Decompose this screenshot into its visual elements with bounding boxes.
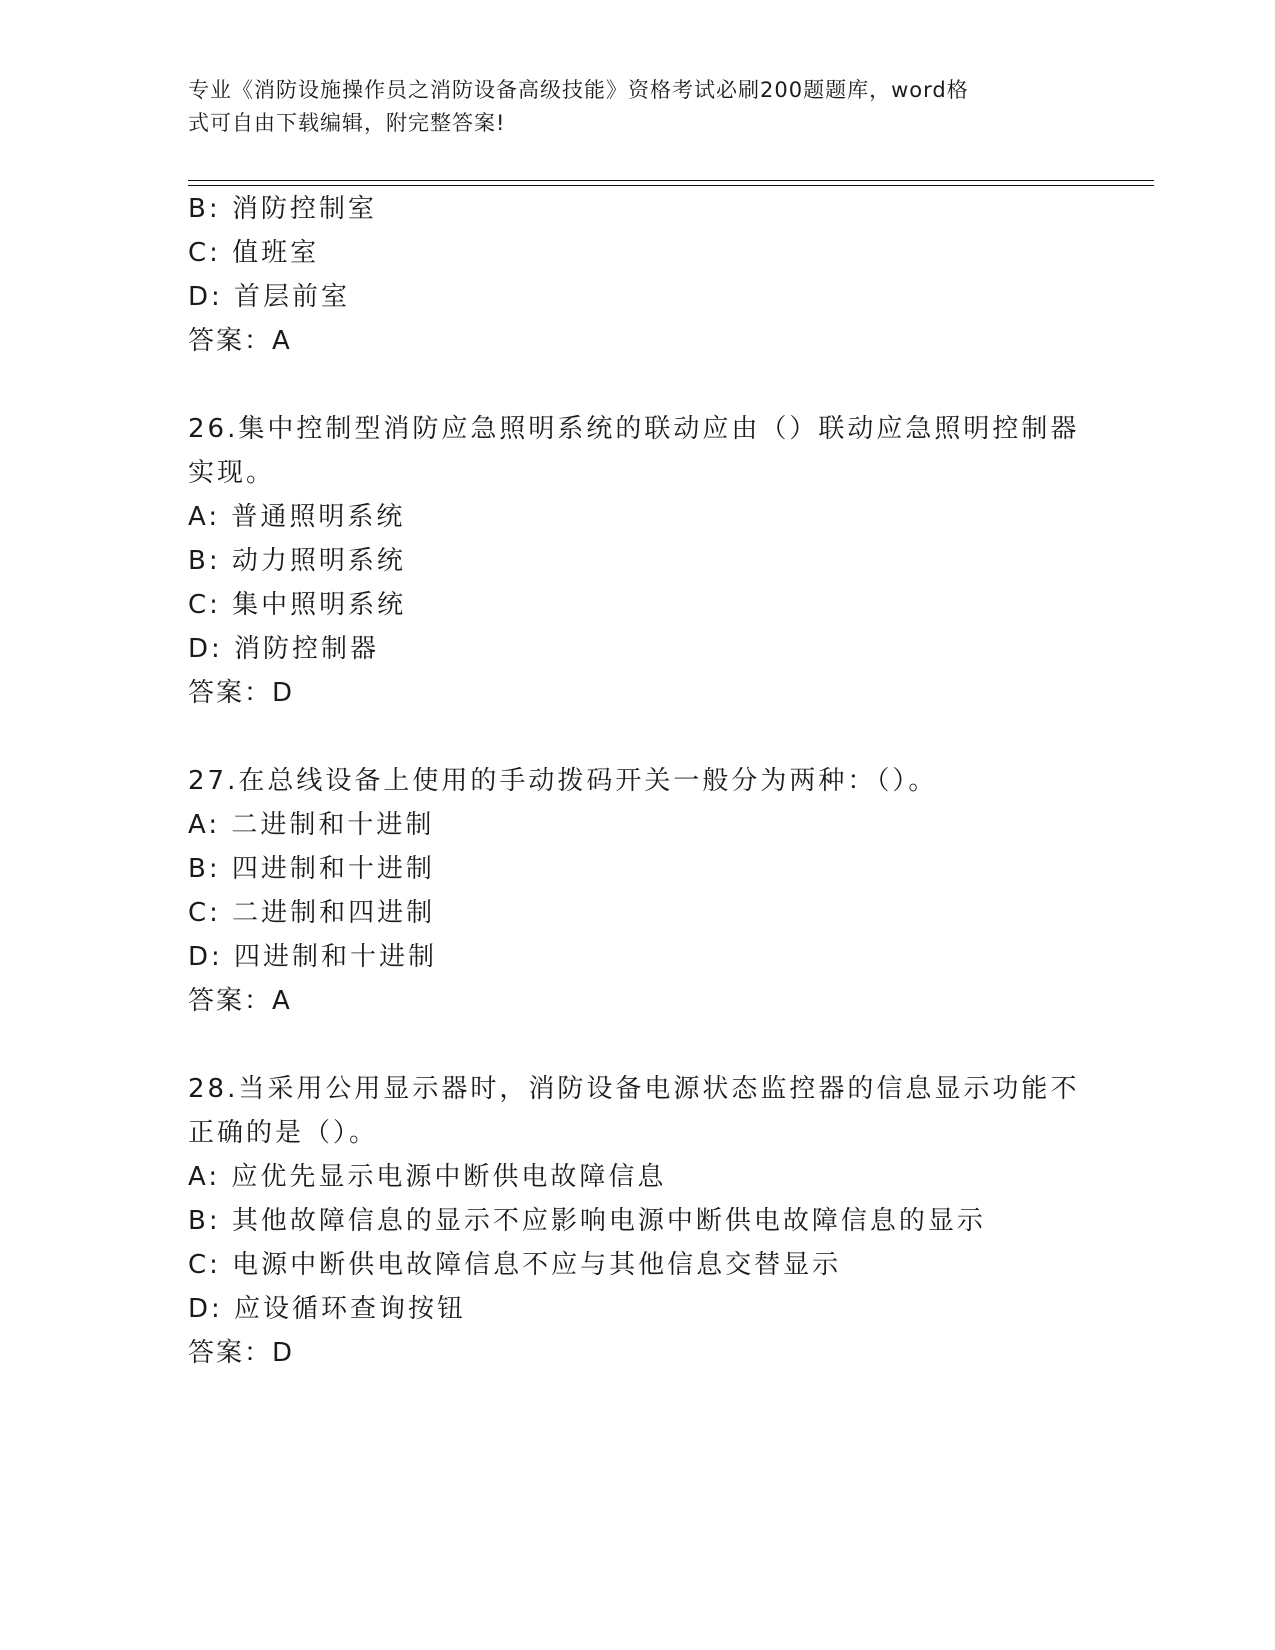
q25-option-c: C: 值班室 [188, 238, 320, 268]
q28-option-d: D: 应设循环查询按钮 [188, 1294, 467, 1324]
q26-option-d: D: 消防控制器 [188, 634, 380, 664]
q26-option-a: A: 普通照明系统 [188, 502, 406, 532]
q28-option-a: A: 应优先显示电源中断供电故障信息 [188, 1162, 667, 1192]
q27-option-d: D: 四进制和十进制 [188, 942, 438, 972]
q26-option-c: C: 集中照明系统 [188, 590, 407, 620]
document-header [188, 74, 1088, 140]
q26-stem-line-2: 实现。 [188, 458, 276, 488]
q26-option-b: B: 动力照明系统 [188, 546, 406, 576]
q27-answer: 答案：A [188, 986, 292, 1016]
q27-option-a: A: 二进制和十进制 [188, 810, 435, 840]
header-line-2: 式可自由下载编辑，附完整答案! [188, 111, 506, 135]
header-divider-bottom [188, 185, 1154, 186]
q25-option-b: B: 消防控制室 [188, 194, 377, 224]
q27-option-b: B: 四进制和十进制 [188, 854, 435, 884]
q27-option-c: C: 二进制和四进制 [188, 898, 436, 928]
q25-option-d: D: 首层前室 [188, 282, 351, 312]
q26-answer: 答案：D [188, 678, 295, 708]
q26-stem-line-1: 26.集中控制型消防应急照明系统的联动应由（）联动应急照明控制器 [188, 414, 1080, 444]
q25-answer: 答案：A [188, 326, 292, 356]
q28-answer: 答案：D [188, 1338, 295, 1368]
header-divider-top [188, 180, 1154, 181]
q28-option-b: B: 其他故障信息的显示不应影响电源中断供电故障信息的显示 [188, 1206, 986, 1236]
q28-option-c: C: 电源中断供电故障信息不应与其他信息交替显示 [188, 1250, 842, 1280]
q27-stem-line-1: 27.在总线设备上使用的手动拨码开关一般分为两种：（）。 [188, 766, 938, 796]
header-line-1: 专业《消防设施操作员之消防设备高级技能》资格考试必刷200题题库，word格 [188, 78, 969, 102]
q28-stem-line-2: 正确的是（）。 [188, 1118, 379, 1148]
q28-stem-line-1: 28.当采用公用显示器时，消防设备电源状态监控器的信息显示功能不 [188, 1074, 1080, 1104]
